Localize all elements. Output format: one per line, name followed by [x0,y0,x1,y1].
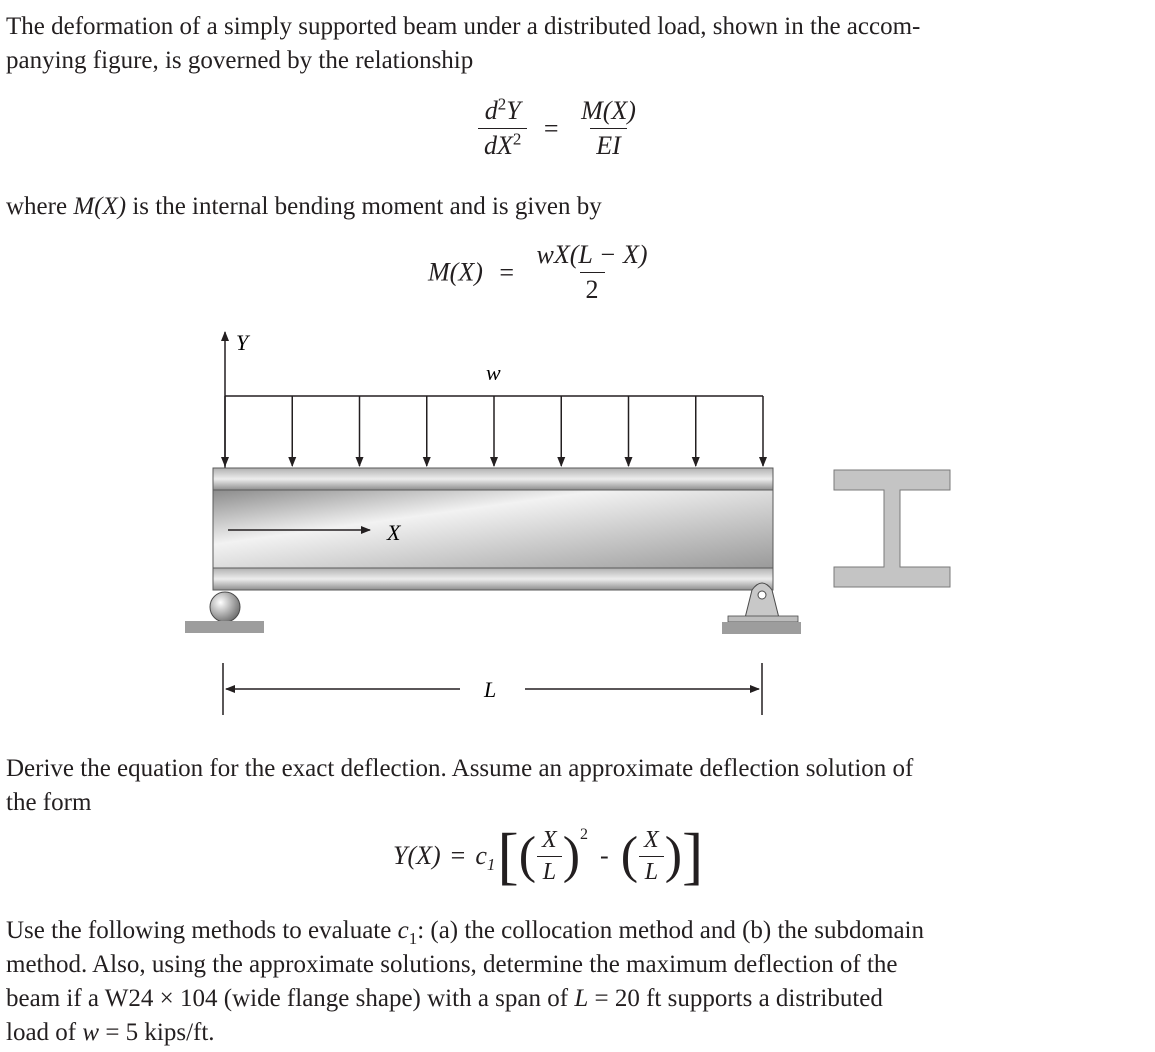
eq2-equals: = [499,257,515,287]
y-axis-label: Y [236,330,249,355]
right-bracket: ] [682,820,704,891]
roller-support [185,592,264,633]
intro-line-1: The deformation of a simply supported beam under a distributed load, shown in the accom- [6,13,921,40]
governing-equation [478,96,642,161]
approximate-solution-equation: Y(X) = $c_1$ [ ( $\frac{X}{L}$ ) 2 - ( $\frac{X}{L}$ ) ] [393,820,704,891]
eq3-term1-fraction: $\frac{X}{L}$ [536,827,563,886]
eq3-term2-fraction: $\frac{X}{L}$ [638,827,665,886]
x-axis-label: X [387,520,401,545]
left-bracket: [ [497,820,519,891]
intro-line-2: panying figure, is governed by the relationship [6,47,474,74]
beam-top-flange [213,468,773,490]
final-paragraph: Use the following methods to evaluate $c_1$: (a) the collocation method and (b) the subdomain method. Also, using the approximate solutions, determine the maximum deflection of the beam if a W24 × 104 (wide flange shape) with a span of L = 20 ft supports a distributed load of w = 5 kips/ft. [6,917,924,1046]
pin-support [722,583,801,634]
intro-paragraph [6,10,1146,78]
load-label: w [486,360,501,385]
moment-equation [428,240,654,305]
eq2-lhs: M(X) [428,257,483,287]
beam-web [213,490,773,568]
span-label: L [484,677,497,702]
eq1-equals: = [543,113,559,143]
eq2-fraction: $\frac{wX(L - X)}{2}$ [536,240,648,304]
eq3-minus: - [600,841,609,870]
eq1-rhs-fraction: $\frac{M(X)}{EI}$ [581,96,636,160]
eq1-lhs-fraction: $\frac{d^2Y}{dX^2}$ [478,96,527,161]
where-line: where M(X) is the internal bending moment and is given by [6,193,602,220]
eq3-equals: = [450,841,466,870]
eq3-exponent: 2 [580,826,589,843]
beam-bottom-flange [213,568,773,590]
eq3-lhs: Y(X) [393,841,441,870]
load-arrows [225,396,763,466]
beam-figure [0,320,1155,720]
eq3-coefficient: $c_1$ [475,841,496,875]
derive-paragraph: Derive the equation for the exact deflection. Assume an approximate deflection solution of the form [6,755,914,816]
i-beam-cross-section [834,470,950,587]
